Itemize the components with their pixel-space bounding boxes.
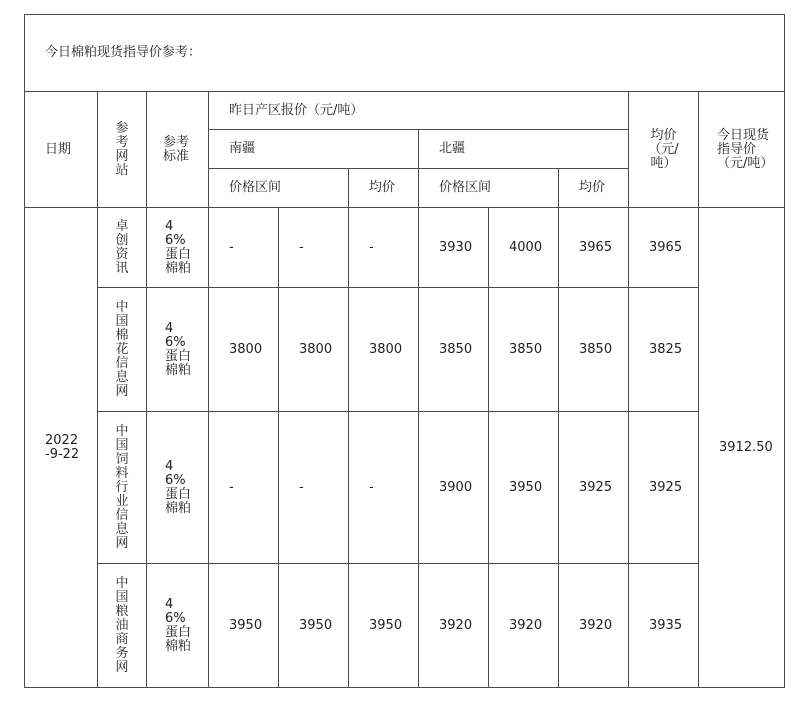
- price-cell: -: [209, 208, 279, 288]
- price-cell: 3850: [419, 288, 489, 412]
- price-cell: 3965: [559, 208, 629, 288]
- price-cell: 3920: [489, 564, 559, 688]
- header-south-range: 价格区间: [209, 169, 349, 208]
- site-cell: 中国饲料行业信息网: [98, 412, 147, 564]
- standard-cell: 46%蛋白棉粕: [147, 288, 209, 412]
- avg-cell: 3935: [629, 564, 699, 688]
- avg-cell: 3825: [629, 288, 699, 412]
- date-cell: 2022-9-22: [25, 208, 98, 688]
- today-price-cell: 3912.50: [699, 208, 785, 688]
- price-cell: -: [279, 412, 349, 564]
- standard-cell: 46%蛋白棉粕: [147, 564, 209, 688]
- standard-cell: 46%蛋白棉粕: [147, 208, 209, 288]
- price-cell: -: [349, 412, 419, 564]
- price-cell: 3800: [349, 288, 419, 412]
- header-standard: 参考标准: [147, 92, 209, 208]
- table-row: [25, 564, 785, 688]
- table-row: [25, 412, 785, 564]
- price-cell: 3920: [419, 564, 489, 688]
- price-cell: 3920: [559, 564, 629, 688]
- price-cell: 3900: [419, 412, 489, 564]
- site-cell: 中国棉花信息网: [98, 288, 147, 412]
- header-average: 均价（元/吨）: [629, 92, 699, 208]
- table-title: 今日棉粕现货指导价参考：: [25, 15, 785, 92]
- table-row: [25, 288, 785, 412]
- price-cell: -: [349, 208, 419, 288]
- avg-cell: 3965: [629, 208, 699, 288]
- header-south-xinjiang: 南疆: [209, 130, 419, 169]
- header-yesterday-quote: 昨日产区报价（元/吨）: [209, 92, 629, 130]
- avg-cell: 3925: [629, 412, 699, 564]
- price-cell: 3950: [209, 564, 279, 688]
- header-date: 日期: [25, 92, 98, 208]
- price-cell: 3850: [489, 288, 559, 412]
- standard-cell: 46%蛋白棉粕: [147, 412, 209, 564]
- price-cell: 3800: [279, 288, 349, 412]
- price-cell: -: [279, 208, 349, 288]
- header-north-range: 价格区间: [419, 169, 559, 208]
- header-north-avg: 均价: [559, 169, 629, 208]
- price-cell: -: [209, 412, 279, 564]
- price-cell: 3930: [419, 208, 489, 288]
- header-south-avg: 均价: [349, 169, 419, 208]
- price-cell: 3850: [559, 288, 629, 412]
- price-cell: 3925: [559, 412, 629, 564]
- site-cell: 卓创资讯: [98, 208, 147, 288]
- price-cell: 3950: [279, 564, 349, 688]
- price-cell: 3950: [489, 412, 559, 564]
- header-site: 参考网站: [98, 92, 147, 208]
- header-today-guide-price: 今日现货指导价（元/吨）: [699, 92, 785, 208]
- table-row: [25, 208, 785, 288]
- site-cell: 中国粮油商务网: [98, 564, 147, 688]
- price-cell: 4000: [489, 208, 559, 288]
- cotton-meal-price-table: [24, 14, 785, 688]
- header-north-xinjiang: 北疆: [419, 130, 629, 169]
- price-cell: 3950: [349, 564, 419, 688]
- price-cell: 3800: [209, 288, 279, 412]
